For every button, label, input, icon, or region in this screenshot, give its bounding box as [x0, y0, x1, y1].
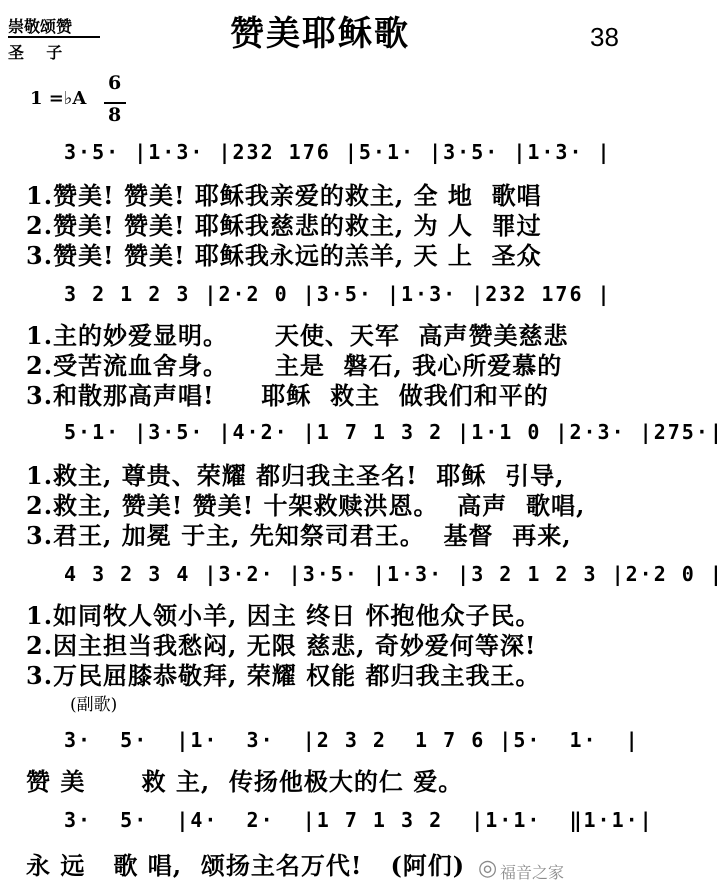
hymn-number: 38 [590, 22, 619, 52]
lyric-4-verse-2: 2.因主担当我愁闷, 无限 慈悲, 奇妙爱何等深! [26, 631, 537, 660]
lyric-3-verse-2: 2.救主, 赞美! 赞美! 十架救赎洪恩。 高声 歌唱, [26, 491, 586, 520]
lyric-3-verse-3: 3.君王, 加冕 于主, 先知祭司君王。 基督 再来, [26, 521, 572, 550]
time-signature-denominator: 8 [108, 104, 122, 126]
chorus-lyric-1: 赞 美 救 主, 传扬他极大的仁 爱。 [26, 767, 464, 796]
lyric-2-verse-1: 1.主的妙爱显明。 天使、天军 高声赞美慈悲 [26, 321, 569, 350]
lyric-3-verse-1: 1.救主, 尊贵、荣耀 都归我主圣名! 耶稣 引导, [26, 461, 565, 490]
notation-line-4: 4 3 2 3 4 |3·2· |3·5· |1·3· |3 2 1 2 3 |2·2 0 | [64, 562, 724, 586]
hymn-subcategory: 圣 子 [8, 43, 63, 62]
notation-line-1: 3·5· |1·3· |232 176 |5·1· |3·5· |1·3· | [64, 140, 612, 164]
lyric-1-verse-3: 3.赞美! 赞美! 耶稣我永远的羔羊, 天 上 圣众 [26, 241, 542, 270]
chorus-notation-2: 3· 5· |4· 2· |1 7 1 3 2 |1·1· ‖1·1·| [64, 808, 654, 832]
lyric-2-verse-2: 2.受苦流血舍身。 主是 磐石, 我心所爱慕的 [26, 351, 563, 380]
hymn-category: 崇敬颂赞 [8, 17, 73, 36]
hymn-title: 赞美耶稣歌 [230, 14, 410, 54]
time-signature-numerator: 6 [108, 72, 122, 94]
notation-line-2: 3 2 1 2 3 |2·2 0 |3·5· |1·3· |232 176 | [64, 282, 612, 306]
chorus-label: (副歌) [70, 695, 118, 715]
lyric-1-verse-2: 2.赞美! 赞美! 耶稣我慈悲的救主, 为 人 罪过 [26, 211, 542, 240]
chorus-notation-1: 3· 5· |1· 3· |2 3 2 1 7 6 |5· 1· | [64, 728, 640, 752]
wechat-icon: ◎ [478, 856, 498, 881]
lyric-2-verse-3: 3.和散那高声唱! 耶稣 救主 做我们和平的 [26, 381, 549, 410]
lyric-4-verse-1: 1.如同牧人领小羊, 因主 终日 怀抱他众子民。 [26, 601, 541, 630]
lyric-1-verse-1: 1.赞美! 赞美! 耶稣我亲爱的救主, 全 地 歌唱 [26, 181, 542, 210]
category-divider [8, 36, 100, 38]
lyric-4-verse-3: 3.万民屈膝恭敬拜, 荣耀 权能 都归我主我王。 [26, 661, 541, 690]
chorus-lyric-2: 永 远 歌 唱, 颂扬主名万代! (阿们) [26, 851, 466, 880]
watermark-text: 福音之家 [500, 863, 565, 882]
key-signature: 1 =♭A [30, 88, 87, 109]
notation-line-3: 5·1· |3·5· |4·2· |1 7 1 3 2 |1·1 0 |2·3· |275·| [64, 420, 724, 444]
